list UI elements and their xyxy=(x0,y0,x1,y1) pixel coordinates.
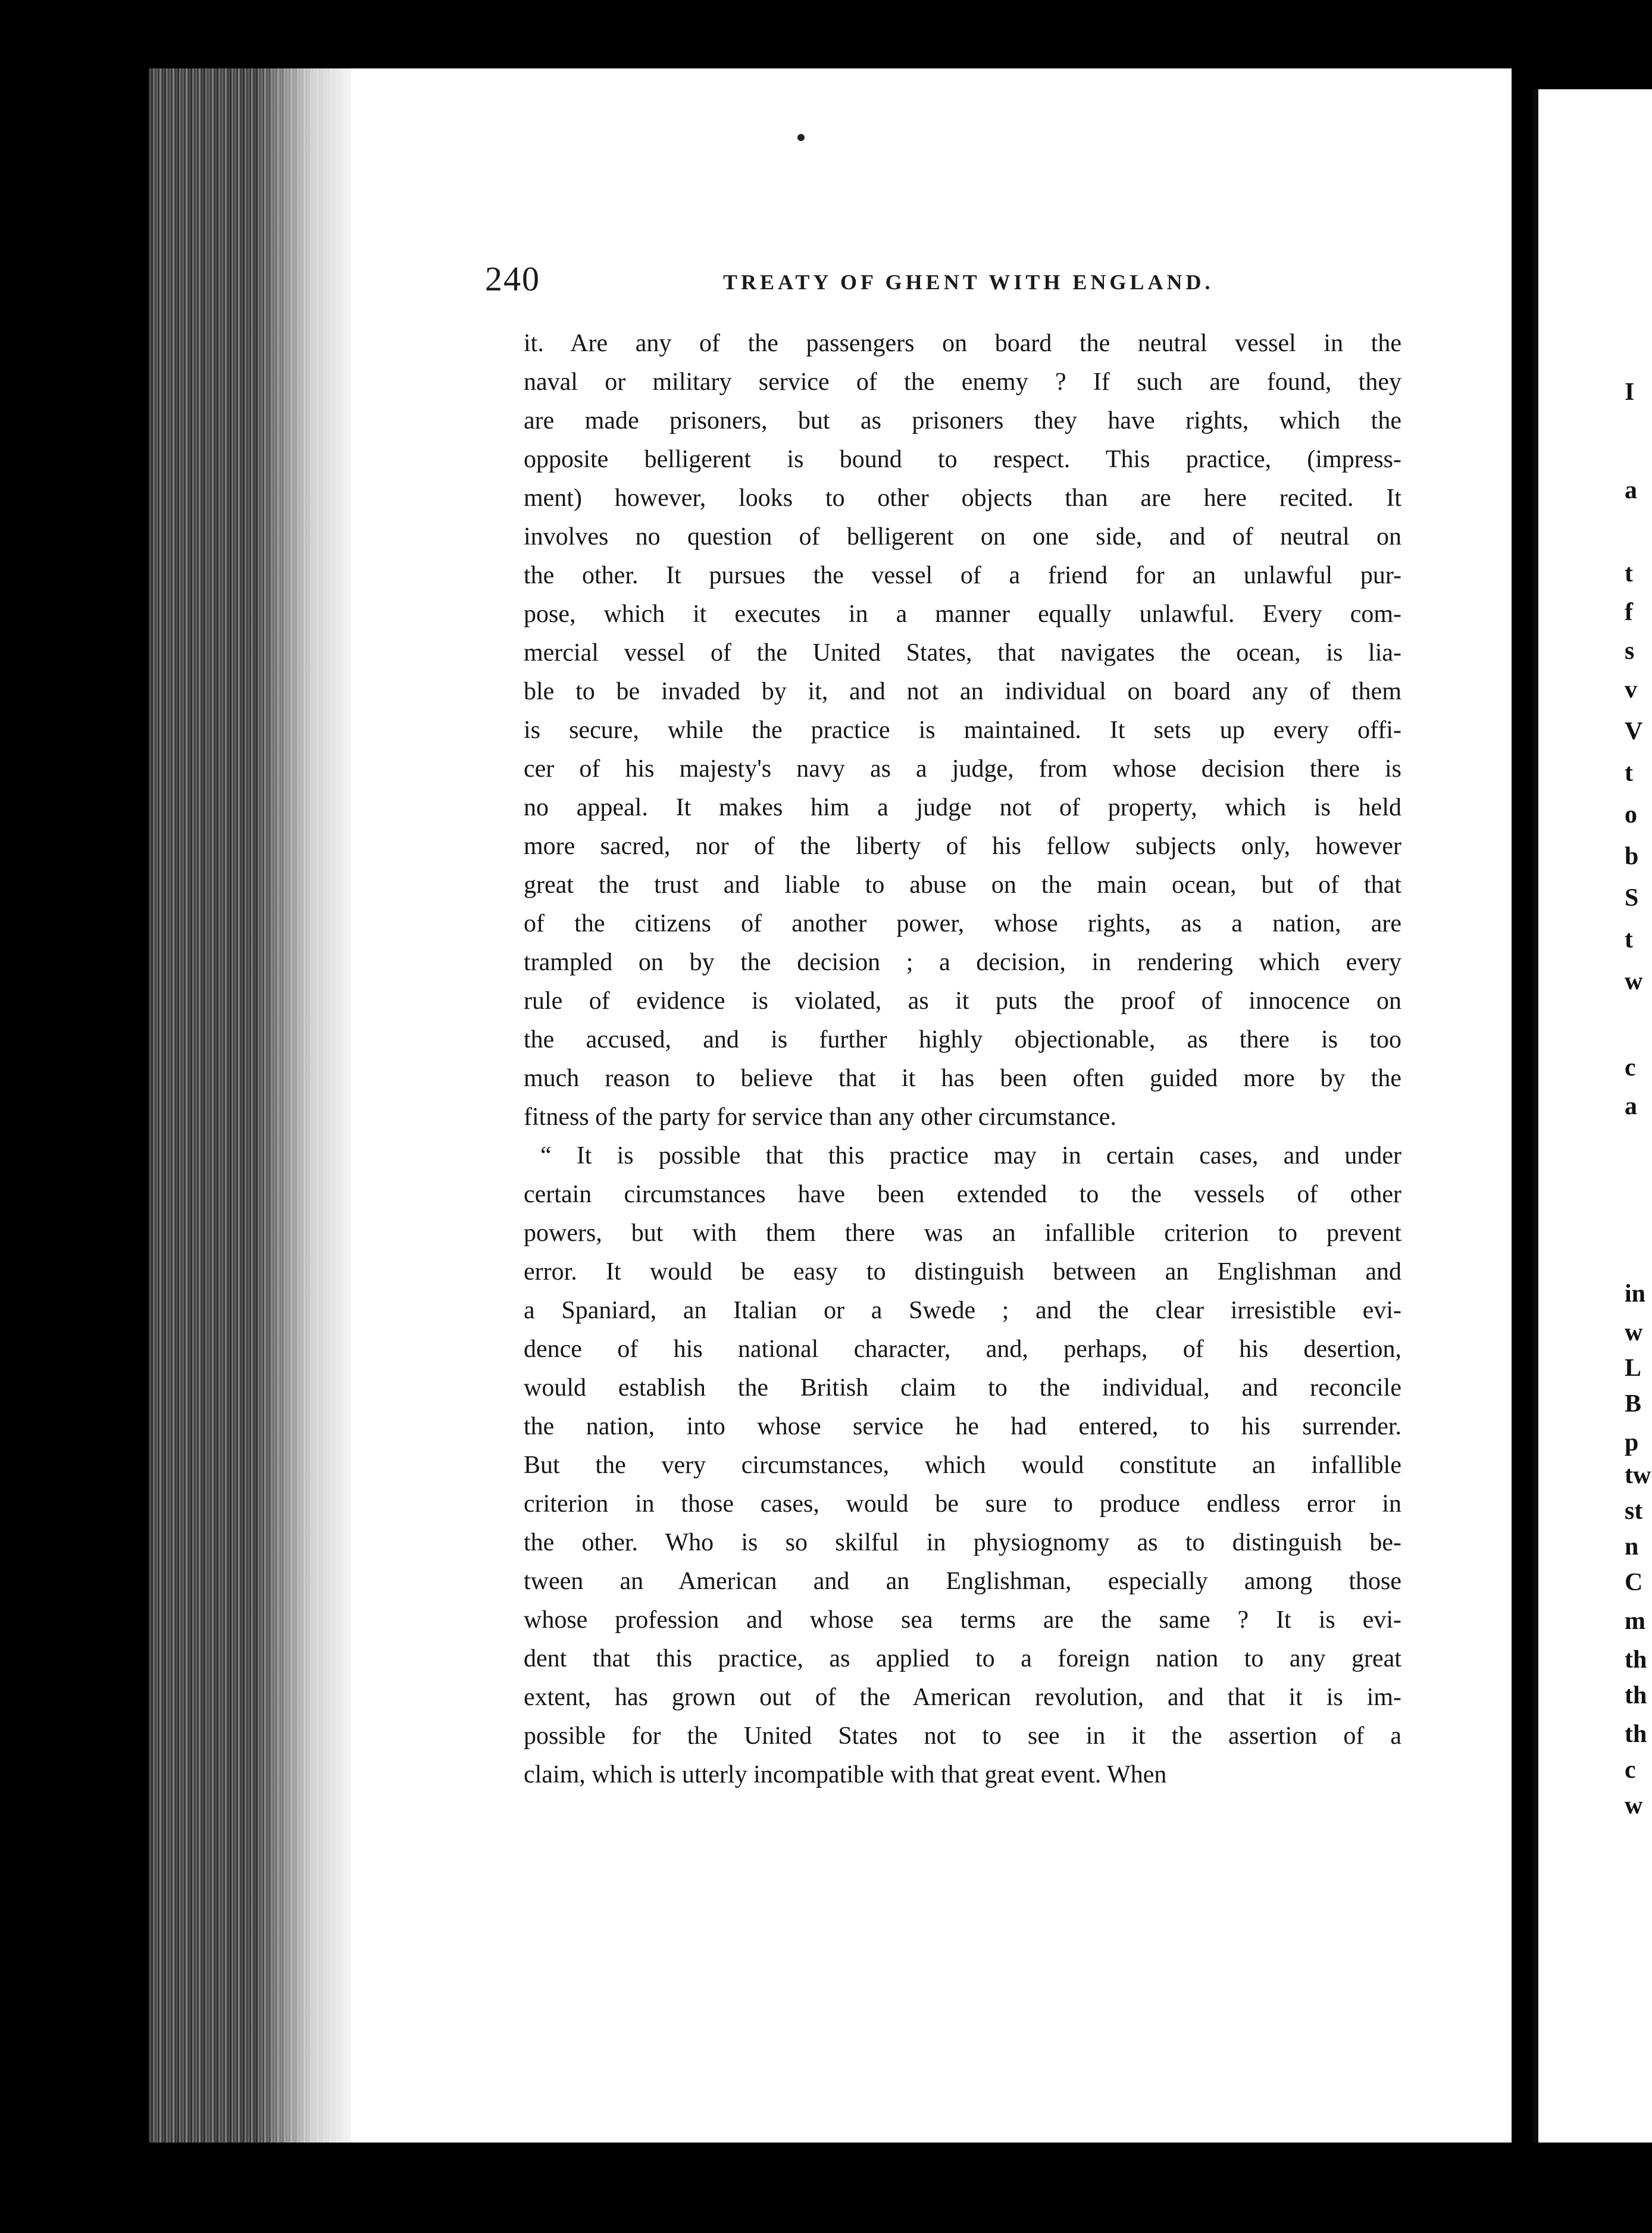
text-line: more sacred, nor of the liberty of his fellow subjects only, however xyxy=(524,833,1401,860)
right-page-fragment: a xyxy=(1625,477,1637,504)
text-line: tween an American and an Englishman, especially among those xyxy=(524,1568,1401,1595)
text-line: cer of his majesty's navy as a judge, from whose decision there is xyxy=(524,755,1401,783)
right-page-fragment: tw xyxy=(1625,1462,1651,1489)
text-line: rule of evidence is violated, as it puts the proof of innocence on xyxy=(524,987,1401,1015)
text-line: fitness of the party for service than any other circumstance. xyxy=(524,1103,1116,1131)
right-page-fragment: c xyxy=(1625,1054,1636,1081)
right-page-fragment: S xyxy=(1625,884,1639,912)
text-line: trampled on by the decision ; a decision, in rendering which every xyxy=(524,949,1401,976)
text-line: the nation, into whose service he had entered, to his surrender. xyxy=(524,1413,1401,1440)
right-page-fragment: B xyxy=(1625,1390,1642,1418)
right-page-fragment: w xyxy=(1625,1792,1643,1819)
text-line: certain circumstances have been extended to the vessels of other xyxy=(524,1181,1401,1208)
text-line: ble to be invaded by it, and not an individual on board any of them xyxy=(524,678,1401,705)
right-page-fragment: I xyxy=(1625,379,1635,406)
text-line: extent, has grown out of the American revolution, and that it is im- xyxy=(524,1684,1401,1711)
page-number: 240 xyxy=(485,259,540,298)
right-page-fragment: t xyxy=(1625,560,1633,587)
right-page-fragment: c xyxy=(1625,1756,1636,1784)
gutter-shadow xyxy=(256,68,351,2143)
right-page-fragment: f xyxy=(1625,599,1633,626)
text-line: is secure, while the practice is maintained. It sets up every offi- xyxy=(524,717,1401,744)
right-page-fragment: n xyxy=(1625,1533,1639,1560)
right-page-fragment: th xyxy=(1625,1721,1647,1748)
text-line: “ It is possible that this practice may in certain cases, and under xyxy=(540,1142,1401,1169)
text-line: naval or military service of the enemy ? If such are found, they xyxy=(524,368,1401,396)
text-line: dence of his national character, and, perhaps, of his desertion, xyxy=(524,1336,1401,1363)
right-page-fragment: th xyxy=(1625,1682,1647,1709)
right-page-fragment: in xyxy=(1625,1280,1646,1308)
text-line: much reason to believe that it has been often guided more by the xyxy=(524,1065,1401,1092)
text-line: involves no question of belligerent on one side, and of neutral on xyxy=(524,523,1401,551)
right-page-fragment: th xyxy=(1625,1646,1647,1674)
right-page-fragment: st xyxy=(1625,1497,1643,1525)
page-header xyxy=(485,259,1235,312)
text-line: the other. It pursues the vessel of a friend for an unlawful pur- xyxy=(524,562,1401,589)
ink-speck xyxy=(797,134,805,141)
right-page-fragment: t xyxy=(1625,926,1633,953)
text-line: whose profession and whose sea terms are the same ? It is evi- xyxy=(524,1606,1401,1634)
text-line: ment) however, looks to other objects than are here recited. It xyxy=(524,484,1401,512)
text-line: the accused, and is further highly objectionable, as there is too xyxy=(524,1026,1401,1053)
right-page-fragment: s xyxy=(1625,637,1635,665)
text-line: possible for the United States not to see in it the assertion of a xyxy=(524,1722,1401,1750)
text-line: criterion in those cases, would be sure to produce endless error in xyxy=(524,1490,1401,1518)
right-page-fragment: a xyxy=(1625,1093,1637,1120)
text-line: mercial vessel of the United States, that navigates the ocean, is lia- xyxy=(524,639,1401,667)
right-page-fragment: C xyxy=(1625,1569,1643,1596)
right-page-fragment: w xyxy=(1625,1319,1643,1346)
text-line: it. Are any of the passengers on board the neutral vessel in the xyxy=(524,330,1401,357)
text-line: of the citizens of another power, whose rights, as a nation, are xyxy=(524,910,1401,937)
text-line: great the trust and liable to abuse on the main ocean, but of that xyxy=(524,871,1401,899)
right-page-fragment: L xyxy=(1625,1355,1642,1382)
text-line: a Spaniard, an Italian or a Swede ; and the clear irresistible evi- xyxy=(524,1297,1401,1324)
text-line: pose, which it executes in a manner equally unlawful. Every com- xyxy=(524,601,1401,628)
text-line: dent that this practice, as applied to a foreign nation to any great xyxy=(524,1645,1401,1672)
body-text xyxy=(524,324,1401,1794)
right-page-fragment: o xyxy=(1625,801,1637,828)
text-line: are made prisoners, but as prisoners they have rights, which the xyxy=(524,407,1401,434)
right-page-fragment: t xyxy=(1625,759,1633,787)
text-line: no appeal. It makes him a judge not of property, which is held xyxy=(524,794,1401,821)
text-line: the other. Who is so skilful in physiognomy as to distinguish be- xyxy=(524,1529,1401,1556)
running-title: TREATY OF GHENT WITH ENGLAND. xyxy=(723,270,1214,294)
text-line: But the very circumstances, which would constitute an infallible xyxy=(524,1452,1401,1479)
right-page-fragment: v xyxy=(1625,676,1637,703)
right-page-fragment: V xyxy=(1625,718,1643,745)
text-line: claim, which is utterly incompatible with that great event. When xyxy=(524,1761,1167,1788)
text-line: opposite belligerent is bound to respect. This practice, (impress- xyxy=(524,446,1401,473)
text-line: error. It would be easy to distinguish between an Englishman and xyxy=(524,1258,1401,1286)
right-page-fragment: b xyxy=(1625,843,1639,870)
text-line: would establish the British claim to the individual, and reconcile xyxy=(524,1374,1401,1402)
right-page-fragment: w xyxy=(1625,968,1643,995)
right-page-fragment: m xyxy=(1625,1607,1645,1635)
right-page-fragment: p xyxy=(1625,1429,1639,1456)
text-line: powers, but with them there was an infallible criterion to prevent xyxy=(524,1219,1401,1247)
